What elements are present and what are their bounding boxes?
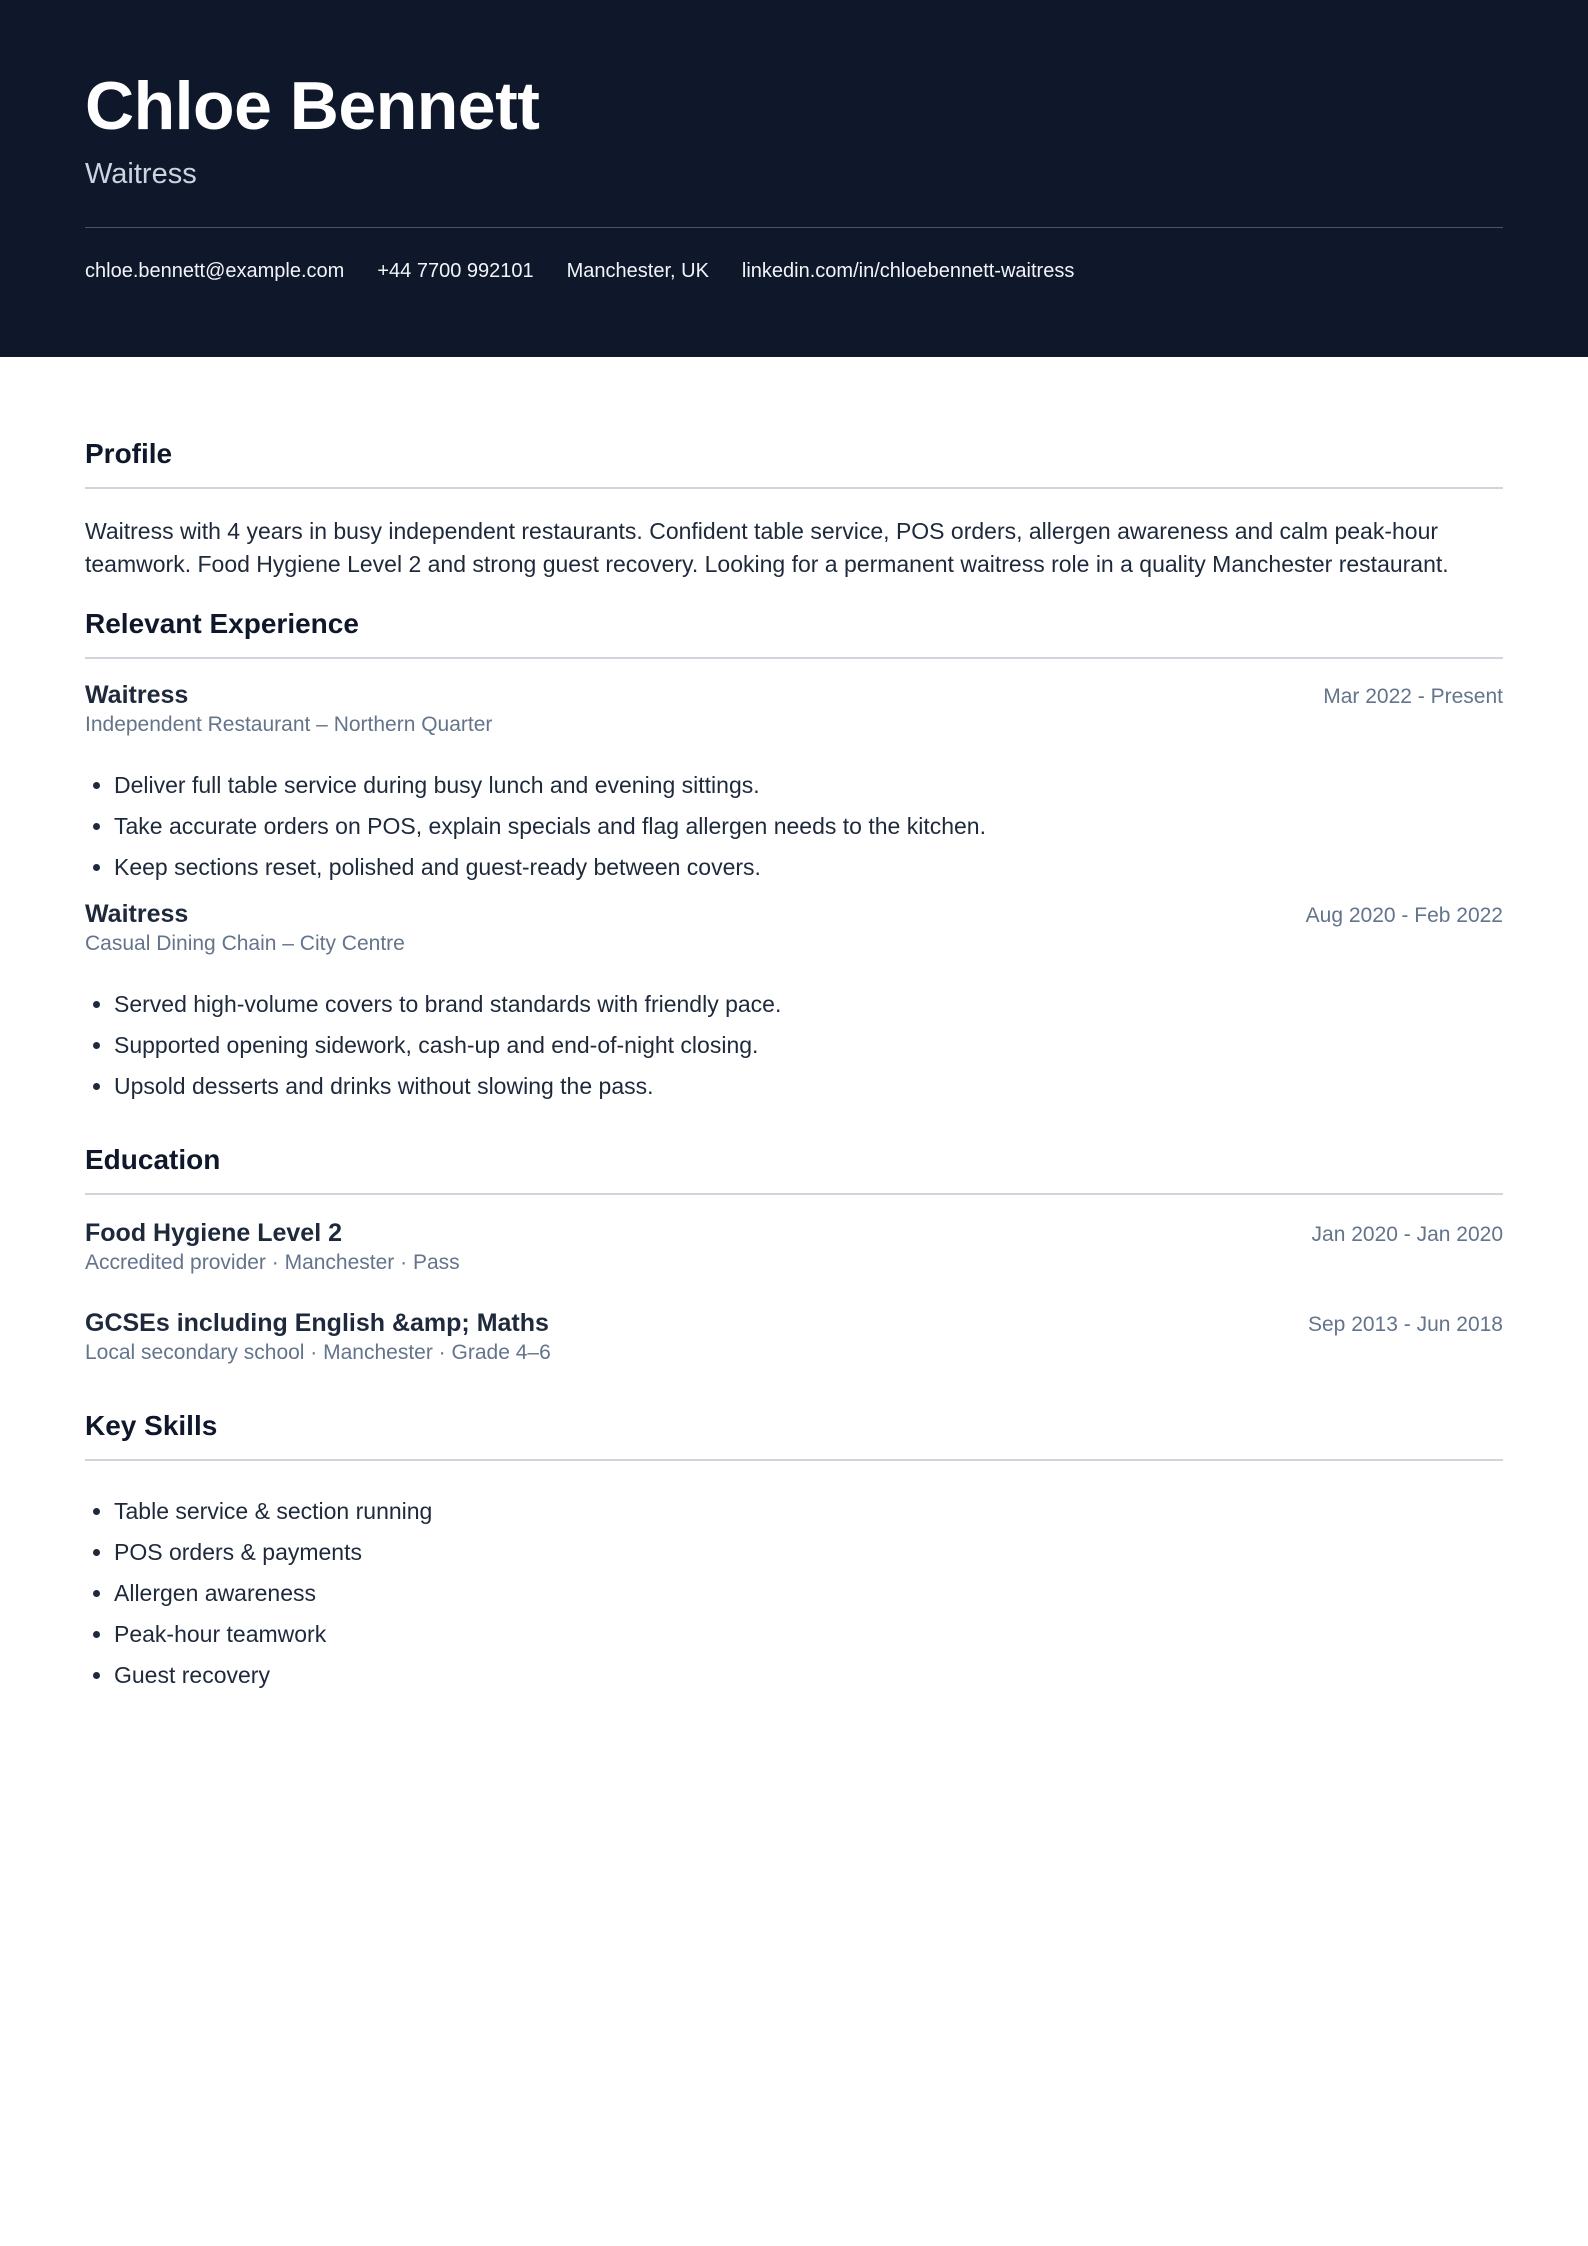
profile-text: Waitress with 4 years in busy independent restaurants. Confident table service, POS orders, allergen awareness and calm peak-hour teamwork. Food Hygiene Level 2 and strong guest recovery. Looking for a permanent waitress role in a quality Manchester restaurant. bbox=[85, 518, 1449, 577]
skill-item: • POS orders & payments bbox=[114, 1532, 1503, 1573]
contact-linkedin[interactable]: linkedin.com/in/chloebennett-waitress bbox=[741, 260, 1075, 282]
experience-section bbox=[85, 607, 1503, 1107]
section-title-skills: Key Skills bbox=[85, 1409, 1503, 1461]
education-entry bbox=[85, 1307, 1503, 1367]
contact-location: Manchester, UK bbox=[566, 260, 709, 282]
education-entry bbox=[85, 1217, 1503, 1277]
candidate-name: Chloe Bennett bbox=[85, 68, 540, 144]
skill-item: • Allergen awareness bbox=[114, 1573, 1503, 1614]
skills-section bbox=[85, 1409, 1503, 1696]
profile-section bbox=[85, 437, 1503, 581]
job-entry bbox=[85, 679, 1503, 888]
job-bullet: • Supported opening sidework, cash-up and end-of-night closing. bbox=[114, 1025, 1503, 1066]
resume-header bbox=[0, 0, 1588, 357]
section-title-education: Education bbox=[85, 1143, 1503, 1195]
job-dates: Aug 2020 - Feb 2022 bbox=[1305, 904, 1503, 927]
job-bullet: • Take accurate orders on POS, explain specials and flag allergen needs to the kitchen. bbox=[114, 806, 1503, 847]
job-title: Waitress bbox=[85, 900, 189, 928]
contact-list bbox=[85, 260, 1503, 283]
skill-list bbox=[85, 1491, 1503, 1696]
education-dates: Jan 2020 - Jan 2020 bbox=[1311, 1223, 1503, 1246]
job-bullet: • Deliver full table service during busy lunch and evening sittings. bbox=[114, 765, 1503, 806]
skill-item: • Table service & section running bbox=[114, 1491, 1503, 1532]
job-entry bbox=[85, 898, 1503, 1107]
job-employer: Independent Restaurant – Northern Quarter bbox=[85, 713, 493, 736]
contact-phone[interactable]: +44 7700 992101 bbox=[377, 260, 534, 282]
education-title: Food Hygiene Level 2 bbox=[85, 1219, 343, 1247]
education-detail: Accredited provider · Manchester · Pass bbox=[85, 1251, 460, 1274]
section-title-profile: Profile bbox=[85, 437, 1503, 489]
skill-item: • Peak-hour teamwork bbox=[114, 1614, 1503, 1655]
job-bullet: • Upsold desserts and drinks without slowing the pass. bbox=[114, 1066, 1503, 1107]
job-bullets bbox=[85, 984, 1503, 1107]
job-dates: Mar 2022 - Present bbox=[1323, 685, 1503, 708]
education-title: GCSEs including English &amp; Maths bbox=[85, 1309, 549, 1337]
education-section bbox=[85, 1143, 1503, 1367]
job-employer: Casual Dining Chain – City Centre bbox=[85, 932, 405, 955]
contact-email[interactable]: chloe.bennett@example.com bbox=[85, 260, 345, 282]
job-bullet: • Served high-volume covers to brand standards with friendly pace. bbox=[114, 984, 1503, 1025]
job-bullet: • Keep sections reset, polished and guest-ready between covers. bbox=[114, 847, 1503, 888]
header-divider bbox=[85, 227, 1503, 228]
resume-body bbox=[0, 357, 1588, 1696]
skill-item: • Guest recovery bbox=[114, 1655, 1503, 1696]
candidate-role: Waitress bbox=[85, 158, 197, 190]
education-dates: Sep 2013 - Jun 2018 bbox=[1308, 1313, 1503, 1336]
job-bullets bbox=[85, 765, 1503, 888]
job-title: Waitress bbox=[85, 681, 189, 709]
education-detail: Local secondary school · Manchester · Grade 4–6 bbox=[85, 1341, 551, 1364]
section-title-experience: Relevant Experience bbox=[85, 607, 1503, 659]
